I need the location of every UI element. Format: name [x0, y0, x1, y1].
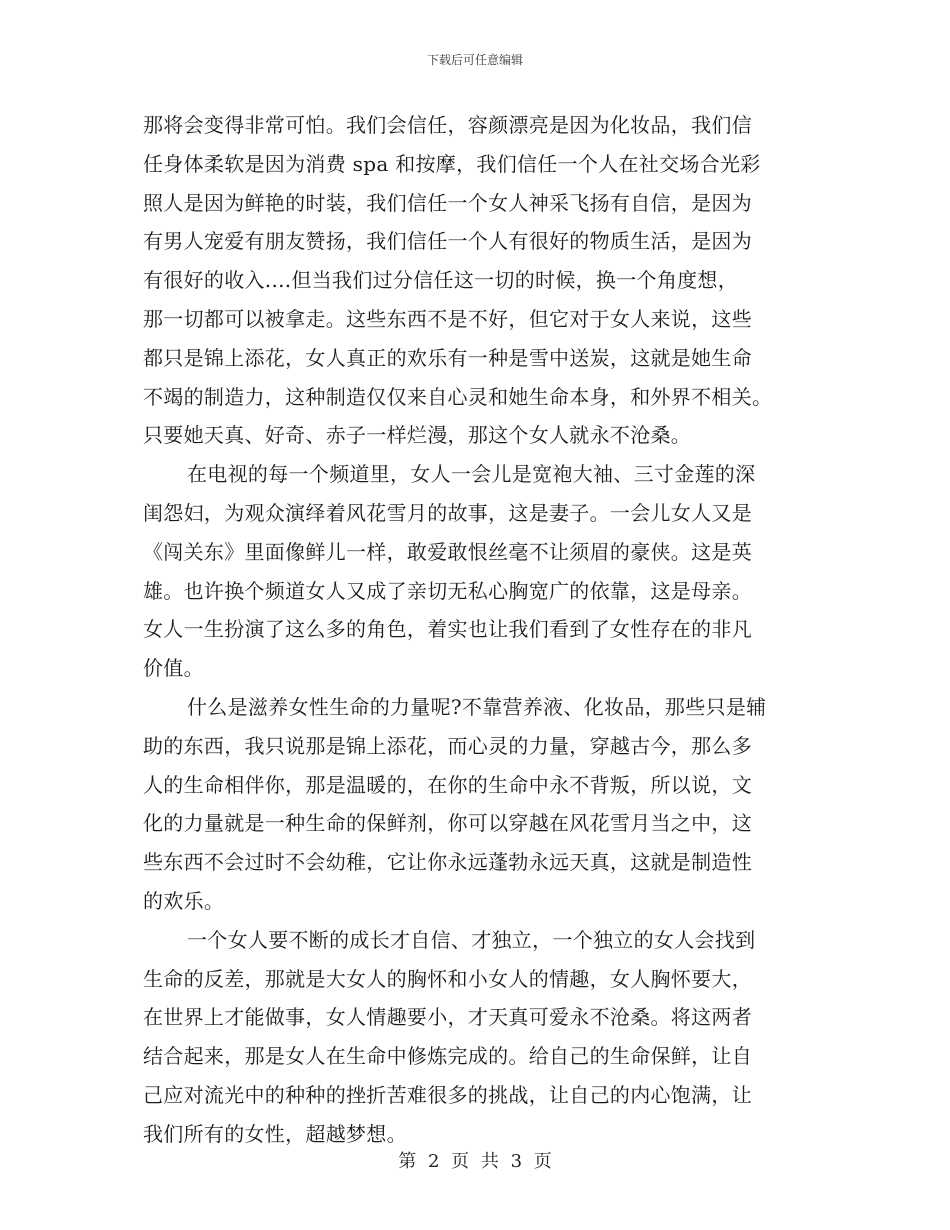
text-line: 在世界上才能做事，女人情趣要小，才天真可爱永不沧桑。将这两者: [143, 1005, 752, 1030]
text-line: 些东西不会过时不会幼稚，它让你永远蓬勃永远天真，这就是制造性: [143, 850, 752, 875]
paragraph: [143, 455, 807, 688]
text-line: 我们所有的女性，超越梦想。: [143, 1121, 407, 1146]
text-line: 《闯关东》里面像鲜儿一样，敢爱敢恨丝毫不让须眉的豪侠。这是英: [143, 539, 752, 564]
page-number-footer: 第 2 页 共 3 页: [398, 1151, 552, 1172]
text-line: 结合起来，那是女人在生命中修炼完成的。给自己的生命保鲜，让自: [143, 1044, 752, 1069]
text-line: 价值。: [143, 656, 204, 681]
text-line: 有男人宠爱有朋友赞扬，我们信任一个人有很好的物质生活，是因为: [143, 229, 752, 254]
text-line: 己应对流光中的种种的挫折苦难很多的挑战，让自己的内心饱满，让: [143, 1082, 752, 1107]
text-line: 闺怨妇，为观众演绎着风花雪月的故事，这是妻子。一会儿女人又是: [143, 500, 752, 525]
paragraph: [143, 106, 807, 455]
document-body: [143, 106, 807, 1154]
text-line: 那一切都可以被拿走。这些东西不是不好，但它对于女人来说，这些: [143, 306, 752, 331]
text-line: 不竭的制造力，这种制造仅仅来自心灵和她生命本身，和外界不相关。: [143, 384, 773, 409]
text-line: 什么是滋养女性生命的力量呢?不靠营养液、化妆品，那些只是辅: [187, 694, 767, 719]
text-line: 化的力量就是一种生命的保鲜剂，你可以穿越在风花雪月当之中，这: [143, 811, 752, 836]
text-line: 生命的反差，那就是大女人的胸怀和小女人的情趣，女人胸怀要大，: [143, 966, 752, 991]
page-header: 下载后可任意编辑: [426, 53, 523, 67]
text-line: 只要她天真、好奇、赤子一样烂漫，那这个女人就永不沧桑。: [143, 423, 692, 448]
text-line: 在电视的每一个频道里，女人一会儿是宽袍大袖、三寸金莲的深: [187, 462, 756, 487]
text-line: 那将会变得非常可怕。我们会信任，容颜漂亮是因为化妆品，我们信: [143, 113, 752, 137]
text-line: 助的东西，我只说那是锦上添花，而心灵的力量，穿越古今，那么多: [143, 733, 752, 758]
text-line: 都只是锦上添花，女人真正的欢乐有一种是雪中送炭，这就是她生命: [143, 345, 752, 370]
paragraph: [143, 688, 807, 921]
text-line: 女人一生扮演了这么多的角色，着实也让我们看到了女性存在的非凡: [143, 617, 752, 642]
text-line: 的欢乐。: [143, 888, 225, 913]
text-line: 任身体柔软是因为消费 spa 和按摩，我们信任一个人在社交场合光彩: [143, 151, 761, 176]
text-line: 一个女人要不断的成长才自信、才独立，一个独立的女人会找到: [187, 927, 756, 952]
text-line: 照人是因为鲜艳的时装，我们信任一个女人神采飞扬有自信，是因为: [143, 190, 752, 215]
text-line: 雄。也许换个频道女人又成了亲切无私心胸宽广的依靠，这是母亲。: [143, 578, 752, 603]
text-line: 人的生命相伴你，那是温暖的，在你的生命中永不背叛，所以说，文: [143, 772, 752, 797]
text-line: 有很好的收入....但当我们过分信任这一切的时候，换一个角度想，: [143, 268, 739, 293]
paragraph: [143, 921, 807, 1154]
